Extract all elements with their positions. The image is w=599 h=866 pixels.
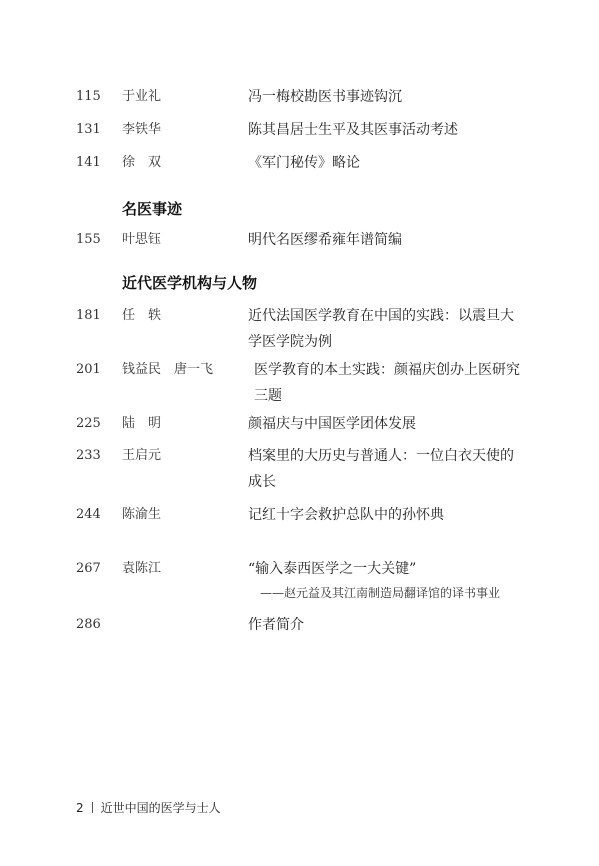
page-footer <box>76 798 221 818</box>
entry-title-line: 学医学院为例 <box>248 334 332 350</box>
entry-title-line: 三题 <box>254 388 282 404</box>
entry-title <box>248 84 538 110</box>
footer-separator <box>92 802 93 813</box>
entry-author: 袁陈江 <box>122 561 162 576</box>
entry-title-line: 医学教育的本土实践：颜福庆创办上医研究 <box>254 362 520 378</box>
entry-title-line: 成长 <box>248 474 276 490</box>
entry-title-line: 作者简介 <box>248 617 304 633</box>
entry-page-number: 181 <box>76 308 101 323</box>
entry-title-line: 《军门秘传》略论 <box>248 155 360 171</box>
entry-author: 王启元 <box>122 448 162 463</box>
entry-title-line: “输入泰西医学之一大关键” <box>248 561 417 577</box>
entry-page-number: 141 <box>76 155 101 170</box>
entry-author: 徐 双 <box>122 155 162 170</box>
entry-author: 于业礼 <box>122 89 162 104</box>
entry-author: 陈渝生 <box>122 507 162 522</box>
entry-title-line: 明代名医缪希雍年谱简编 <box>248 232 402 248</box>
entry-page-number: 115 <box>76 89 101 104</box>
section-heading: 近代医学机构与人物 <box>122 274 258 292</box>
entry-author: 叶思钰 <box>122 232 162 247</box>
entry-title <box>248 556 538 604</box>
entry-title <box>248 227 538 253</box>
entry-title <box>248 150 538 176</box>
entry-title <box>248 303 538 355</box>
entry-title <box>248 443 538 495</box>
entry-subtitle: ——赵元益及其江南制造局翻译馆的译书事业 <box>260 586 501 600</box>
section-heading: 名医事迹 <box>122 200 183 218</box>
entry-page-number: 201 <box>76 362 101 377</box>
footer-book-title: 近世中国的医学与士人 <box>100 801 221 815</box>
entry-title-line: 记红十字会救护总队中的孙怀典 <box>248 507 444 523</box>
entry-page-number: 244 <box>76 507 101 522</box>
footer-page-number: 2 <box>76 801 84 815</box>
entry-title <box>248 411 538 437</box>
entry-author: 李铁华 <box>122 122 162 137</box>
entry-page-number: 155 <box>76 232 101 247</box>
entry-page-number: 225 <box>76 416 101 431</box>
entry-author: 陆 明 <box>122 416 162 431</box>
entry-title <box>248 117 538 143</box>
entry-page-number: 267 <box>76 561 101 576</box>
entry-title-line: 档案里的大历史与普通人：一位白衣天使的 <box>248 448 514 464</box>
entry-author: 任 轶 <box>122 308 162 323</box>
entry-title-line: 近代法国医学教育在中国的实践：以震旦大 <box>248 308 514 324</box>
entry-title-line: 陈其昌居士生平及其医事活动考述 <box>248 122 458 138</box>
entry-author: 钱益民 唐一飞 <box>122 362 214 377</box>
entry-title <box>254 357 544 409</box>
entry-title-line: 冯一梅校勘医书事迹钩沉 <box>248 89 402 105</box>
entry-page-number: 233 <box>76 448 101 463</box>
entry-page-number: 286 <box>76 617 101 632</box>
entry-page-number: 131 <box>76 122 101 137</box>
entry-title <box>248 502 538 528</box>
entry-title-line: 颜福庆与中国医学团体发展 <box>248 416 416 432</box>
entry-title <box>248 612 538 638</box>
